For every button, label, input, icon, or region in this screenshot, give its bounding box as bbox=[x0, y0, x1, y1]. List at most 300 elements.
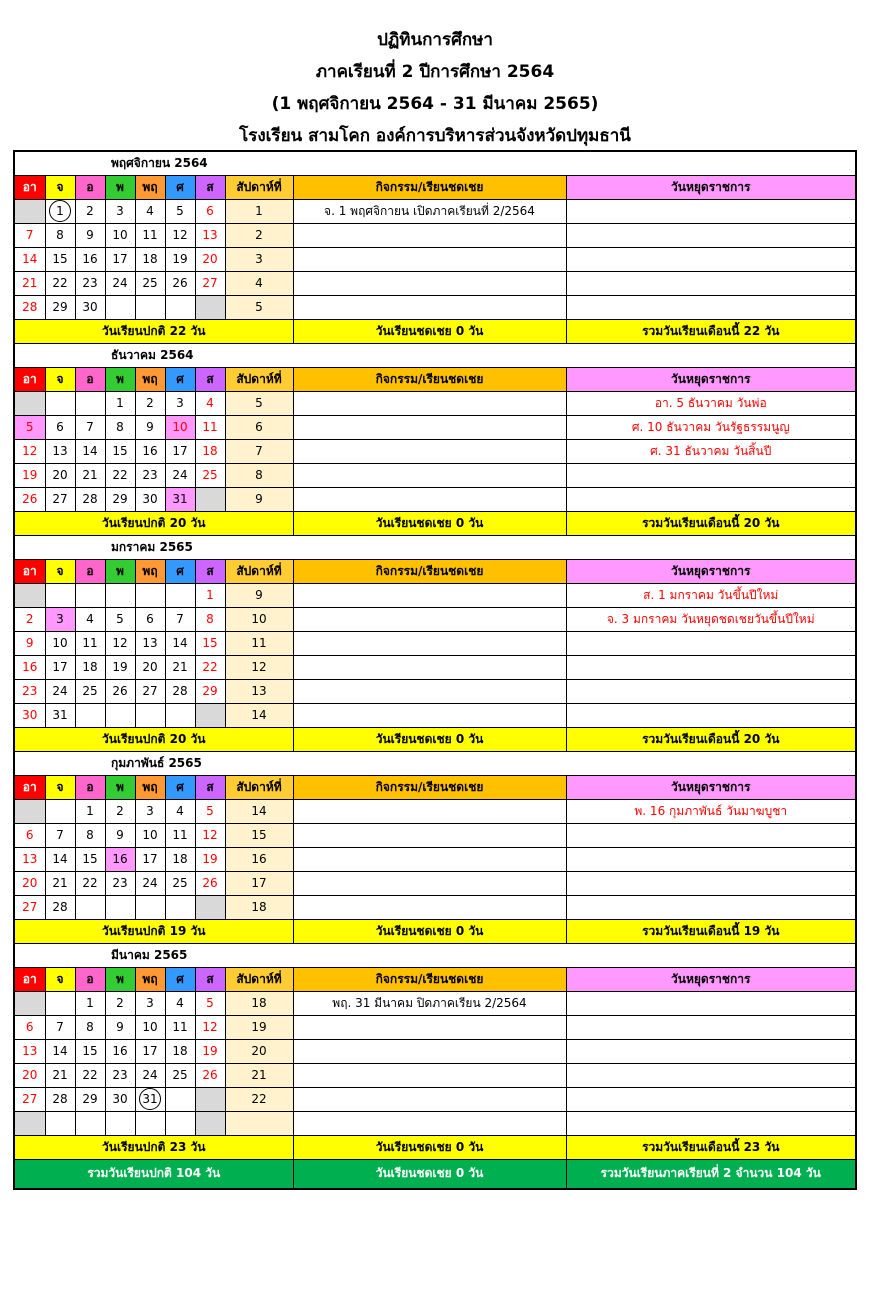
holiday-note bbox=[566, 991, 856, 1015]
day-cell: 16 bbox=[135, 439, 165, 463]
day-cell bbox=[45, 991, 75, 1015]
header-saturday: ส bbox=[195, 367, 225, 391]
header-saturday: ส bbox=[195, 967, 225, 991]
day-cell: 27 bbox=[135, 679, 165, 703]
month-row bbox=[14, 943, 856, 967]
header-tuesday: อ bbox=[75, 559, 105, 583]
header-row bbox=[14, 367, 856, 391]
school-name: โรงเรียน สามโคก องค์การบริหารส่วนจังหวัดปทุมธานี bbox=[239, 126, 631, 146]
day-cell: 3 bbox=[45, 607, 75, 631]
holiday-note bbox=[566, 1015, 856, 1039]
day-cell: 27 bbox=[14, 1087, 45, 1111]
week-number: 15 bbox=[225, 823, 293, 847]
day-cell bbox=[165, 583, 195, 607]
day-cell: 9 bbox=[14, 631, 45, 655]
day-cell: 15 bbox=[75, 847, 105, 871]
day-cell: 18 bbox=[195, 439, 225, 463]
day-cell: 10 bbox=[135, 1015, 165, 1039]
day-cell bbox=[135, 1111, 165, 1135]
day-cell bbox=[165, 1087, 195, 1111]
day-cell: 20 bbox=[45, 463, 75, 487]
week-row bbox=[14, 415, 856, 439]
header-activity: กิจกรรม/เรียนชดเชย bbox=[293, 559, 566, 583]
day-cell: 6 bbox=[14, 823, 45, 847]
day-cell bbox=[75, 583, 105, 607]
day-cell: 12 bbox=[14, 439, 45, 463]
day-cell: 4 bbox=[135, 199, 165, 223]
header-activity: กิจกรรม/เรียนชดเชย bbox=[293, 175, 566, 199]
day-cell: 2 bbox=[105, 799, 135, 823]
day-cell: 29 bbox=[75, 1087, 105, 1111]
day-cell: 2 bbox=[14, 607, 45, 631]
week-row bbox=[14, 1063, 856, 1087]
day-cell: 4 bbox=[75, 607, 105, 631]
header-week: สัปดาห์ที่ bbox=[225, 175, 293, 199]
holiday-note bbox=[566, 295, 856, 319]
day-cell: 3 bbox=[105, 199, 135, 223]
day-cell: 26 bbox=[105, 679, 135, 703]
day-cell: 16 bbox=[14, 655, 45, 679]
holiday-note: ศ. 31 ธันวาคม วันสิ้นปี bbox=[566, 439, 856, 463]
day-cell: 30 bbox=[135, 487, 165, 511]
week-number: 13 bbox=[225, 679, 293, 703]
day-cell: 19 bbox=[195, 1039, 225, 1063]
week-row bbox=[14, 871, 856, 895]
day-cell: 13 bbox=[14, 1039, 45, 1063]
day-cell: 5 bbox=[105, 607, 135, 631]
week-row bbox=[14, 895, 856, 919]
day-cell: 20 bbox=[195, 247, 225, 271]
activity-note bbox=[293, 799, 566, 823]
activity-note bbox=[293, 1087, 566, 1111]
activity-note bbox=[293, 631, 566, 655]
holiday-note bbox=[566, 271, 856, 295]
day-cell bbox=[45, 391, 75, 415]
week-row bbox=[14, 1087, 856, 1111]
header-holiday: วันหยุดราชการ bbox=[566, 775, 856, 799]
holiday-note bbox=[566, 487, 856, 511]
header-monday: จ bbox=[45, 175, 75, 199]
day-cell: 7 bbox=[14, 223, 45, 247]
day-cell: 19 bbox=[165, 247, 195, 271]
header-friday: ศ bbox=[165, 775, 195, 799]
day-cell: 8 bbox=[75, 823, 105, 847]
week-row bbox=[14, 487, 856, 511]
holiday-note bbox=[566, 823, 856, 847]
day-cell: 28 bbox=[45, 895, 75, 919]
day-cell bbox=[135, 895, 165, 919]
header-holiday: วันหยุดราชการ bbox=[566, 967, 856, 991]
header-sunday: อา bbox=[14, 367, 45, 391]
week-row bbox=[14, 247, 856, 271]
activity-note: จ. 1 พฤศจิกายน เปิดภาคเรียนที่ 2/2564 bbox=[293, 199, 566, 223]
header-saturday: ส bbox=[195, 559, 225, 583]
header-monday: จ bbox=[45, 367, 75, 391]
week-row bbox=[14, 607, 856, 631]
week-row bbox=[14, 223, 856, 247]
day-cell: 13 bbox=[45, 439, 75, 463]
week-row bbox=[14, 1015, 856, 1039]
week-number: 16 bbox=[225, 847, 293, 871]
day-cell: 13 bbox=[14, 847, 45, 871]
grand-total-row bbox=[14, 1159, 856, 1189]
activity-note bbox=[293, 415, 566, 439]
day-cell: 15 bbox=[45, 247, 75, 271]
holiday-note bbox=[566, 1039, 856, 1063]
holiday-note: ศ. 10 ธันวาคม วันรัฐธรรมนูญ bbox=[566, 415, 856, 439]
day-cell: 25 bbox=[135, 271, 165, 295]
grand-total-days: รวมวันเรียนภาคเรียนที่ 2 จำนวน 104 วัน bbox=[566, 1159, 856, 1189]
day-cell bbox=[45, 1111, 75, 1135]
month-summary-row bbox=[14, 919, 856, 943]
day-cell bbox=[105, 895, 135, 919]
day-cell: 16 bbox=[105, 847, 135, 871]
day-cell: 15 bbox=[195, 631, 225, 655]
holiday-note bbox=[566, 655, 856, 679]
day-circled: 31 bbox=[139, 1088, 161, 1110]
day-cell: 28 bbox=[75, 487, 105, 511]
day-cell: 30 bbox=[105, 1087, 135, 1111]
activity-note bbox=[293, 1039, 566, 1063]
header-holiday: วันหยุดราชการ bbox=[566, 367, 856, 391]
week-row bbox=[14, 679, 856, 703]
day-cell: 14 bbox=[45, 847, 75, 871]
month-name: มีนาคม 2565 bbox=[14, 943, 856, 967]
header-tuesday: อ bbox=[75, 967, 105, 991]
makeup-days: วันเรียนชดเชย 0 วัน bbox=[293, 919, 566, 943]
holiday-note bbox=[566, 679, 856, 703]
week-number bbox=[225, 1111, 293, 1135]
day-cell: 2 bbox=[75, 199, 105, 223]
day-cell: 22 bbox=[45, 271, 75, 295]
day-cell bbox=[75, 895, 105, 919]
day-cell: 9 bbox=[105, 1015, 135, 1039]
header-thursday: พฤ bbox=[135, 967, 165, 991]
week-row bbox=[14, 799, 856, 823]
week-number: 5 bbox=[225, 295, 293, 319]
day-cell: 7 bbox=[45, 1015, 75, 1039]
week-number: 22 bbox=[225, 1087, 293, 1111]
header-row bbox=[14, 967, 856, 991]
activity-note bbox=[293, 439, 566, 463]
month-name: พฤศจิกายน 2564 bbox=[14, 151, 856, 175]
activity-note bbox=[293, 223, 566, 247]
activity-note bbox=[293, 1111, 566, 1135]
day-cell: 4 bbox=[165, 991, 195, 1015]
day-cell: 12 bbox=[195, 823, 225, 847]
week-row bbox=[14, 655, 856, 679]
week-row bbox=[14, 295, 856, 319]
day-cell: 31 bbox=[165, 487, 195, 511]
month-name: มกราคม 2565 bbox=[14, 535, 856, 559]
day-cell: 5 bbox=[14, 415, 45, 439]
month-total-days: รวมวันเรียนเดือนนี้ 23 วัน bbox=[566, 1135, 856, 1159]
header-saturday: ส bbox=[195, 175, 225, 199]
week-number: 2 bbox=[225, 223, 293, 247]
holiday-note bbox=[566, 871, 856, 895]
day-cell: 1 bbox=[195, 583, 225, 607]
day-cell: 11 bbox=[165, 823, 195, 847]
header-wednesday: พ bbox=[105, 775, 135, 799]
day-cell: 28 bbox=[45, 1087, 75, 1111]
day-cell: 17 bbox=[165, 439, 195, 463]
day-cell bbox=[105, 1111, 135, 1135]
week-row bbox=[14, 439, 856, 463]
day-cell: 9 bbox=[75, 223, 105, 247]
day-cell: 10 bbox=[165, 415, 195, 439]
day-cell: 10 bbox=[45, 631, 75, 655]
day-cell: 19 bbox=[14, 463, 45, 487]
month-total-days: รวมวันเรียนเดือนนี้ 22 วัน bbox=[566, 319, 856, 343]
day-cell: 18 bbox=[75, 655, 105, 679]
day-cell: 27 bbox=[195, 271, 225, 295]
day-cell: 8 bbox=[105, 415, 135, 439]
header-tuesday: อ bbox=[75, 367, 105, 391]
day-cell: 11 bbox=[135, 223, 165, 247]
week-number: 12 bbox=[225, 655, 293, 679]
day-cell bbox=[165, 895, 195, 919]
day-cell bbox=[195, 1111, 225, 1135]
day-cell: 11 bbox=[195, 415, 225, 439]
header-sunday: อา bbox=[14, 967, 45, 991]
day-cell: 8 bbox=[195, 607, 225, 631]
holiday-note bbox=[566, 1087, 856, 1111]
day-cell bbox=[165, 703, 195, 727]
day-cell: 24 bbox=[135, 1063, 165, 1087]
day-cell: 19 bbox=[195, 847, 225, 871]
day-cell: 10 bbox=[135, 823, 165, 847]
day-cell: 25 bbox=[165, 871, 195, 895]
header-friday: ศ bbox=[165, 175, 195, 199]
header-week: สัปดาห์ที่ bbox=[225, 967, 293, 991]
day-cell: 21 bbox=[45, 871, 75, 895]
day-cell bbox=[135, 583, 165, 607]
month-row bbox=[14, 151, 856, 175]
header-friday: ศ bbox=[165, 967, 195, 991]
day-cell: 30 bbox=[14, 703, 45, 727]
day-cell: 17 bbox=[105, 247, 135, 271]
holiday-note bbox=[566, 463, 856, 487]
holiday-note bbox=[566, 247, 856, 271]
header-monday: จ bbox=[45, 559, 75, 583]
day-cell: 4 bbox=[165, 799, 195, 823]
activity-note bbox=[293, 1063, 566, 1087]
day-cell: 23 bbox=[105, 871, 135, 895]
day-cell: 23 bbox=[75, 271, 105, 295]
holiday-note bbox=[566, 1063, 856, 1087]
day-cell bbox=[105, 295, 135, 319]
day-cell: 20 bbox=[14, 1063, 45, 1087]
week-row bbox=[14, 583, 856, 607]
header-row bbox=[14, 175, 856, 199]
week-number: 6 bbox=[225, 415, 293, 439]
day-cell bbox=[75, 391, 105, 415]
week-row bbox=[14, 463, 856, 487]
makeup-days: วันเรียนชดเชย 0 วัน bbox=[293, 319, 566, 343]
day-cell bbox=[135, 703, 165, 727]
header-tuesday: อ bbox=[75, 775, 105, 799]
day-cell: 23 bbox=[105, 1063, 135, 1087]
holiday-note bbox=[566, 895, 856, 919]
day-cell: 22 bbox=[75, 871, 105, 895]
week-row bbox=[14, 391, 856, 415]
header-activity: กิจกรรม/เรียนชดเชย bbox=[293, 367, 566, 391]
header-sunday: อา bbox=[14, 559, 45, 583]
header-friday: ศ bbox=[165, 559, 195, 583]
month-summary-row bbox=[14, 727, 856, 751]
day-cell: 9 bbox=[105, 823, 135, 847]
makeup-days: วันเรียนชดเชย 0 วัน bbox=[293, 511, 566, 535]
day-cell bbox=[165, 295, 195, 319]
week-number: 14 bbox=[225, 799, 293, 823]
holiday-note: จ. 3 มกราคม วันหยุดชดเชยวันขึ้นปีใหม่ bbox=[566, 607, 856, 631]
day-cell bbox=[195, 295, 225, 319]
day-cell: 20 bbox=[14, 871, 45, 895]
day-cell: 14 bbox=[45, 1039, 75, 1063]
day-cell: 29 bbox=[105, 487, 135, 511]
month-summary-row bbox=[14, 1135, 856, 1159]
day-cell bbox=[195, 703, 225, 727]
day-cell bbox=[14, 1111, 45, 1135]
activity-note bbox=[293, 655, 566, 679]
day-cell bbox=[135, 1087, 165, 1111]
normal-days: วันเรียนปกติ 22 วัน bbox=[14, 319, 293, 343]
calendar-title: ปฏิทินการศึกษา bbox=[377, 30, 493, 50]
month-row bbox=[14, 751, 856, 775]
day-cell: 17 bbox=[135, 1039, 165, 1063]
day-cell: 16 bbox=[75, 247, 105, 271]
week-number: 1 bbox=[225, 199, 293, 223]
header-sunday: อา bbox=[14, 775, 45, 799]
day-cell: 13 bbox=[195, 223, 225, 247]
month-summary-row bbox=[14, 319, 856, 343]
day-cell: 29 bbox=[195, 679, 225, 703]
day-cell: 5 bbox=[195, 799, 225, 823]
activity-note bbox=[293, 463, 566, 487]
header-week: สัปดาห์ที่ bbox=[225, 367, 293, 391]
day-cell: 7 bbox=[165, 607, 195, 631]
day-cell: 26 bbox=[165, 271, 195, 295]
day-cell: 24 bbox=[135, 871, 165, 895]
week-number: 18 bbox=[225, 991, 293, 1015]
day-cell: 26 bbox=[14, 487, 45, 511]
day-cell: 7 bbox=[45, 823, 75, 847]
month-name: ธันวาคม 2564 bbox=[14, 343, 856, 367]
academic-calendar-table bbox=[13, 150, 857, 1190]
grand-normal-days: รวมวันเรียนปกติ 104 วัน bbox=[14, 1159, 293, 1189]
holiday-note bbox=[566, 223, 856, 247]
day-cell bbox=[45, 799, 75, 823]
day-cell: 22 bbox=[195, 655, 225, 679]
day-cell bbox=[14, 199, 45, 223]
day-cell: 12 bbox=[105, 631, 135, 655]
week-row bbox=[14, 199, 856, 223]
activity-note bbox=[293, 391, 566, 415]
activity-note bbox=[293, 1015, 566, 1039]
day-cell: 18 bbox=[165, 847, 195, 871]
month-name: กุมภาพันธ์ 2565 bbox=[14, 751, 856, 775]
day-cell: 29 bbox=[45, 295, 75, 319]
week-number: 9 bbox=[225, 487, 293, 511]
holiday-note: ส. 1 มกราคม วันขึ้นปีใหม่ bbox=[566, 583, 856, 607]
header-thursday: พฤ bbox=[135, 367, 165, 391]
normal-days: วันเรียนปกติ 23 วัน bbox=[14, 1135, 293, 1159]
day-cell bbox=[45, 583, 75, 607]
day-cell: 25 bbox=[165, 1063, 195, 1087]
header-wednesday: พ bbox=[105, 175, 135, 199]
day-cell bbox=[195, 1087, 225, 1111]
normal-days: วันเรียนปกติ 19 วัน bbox=[14, 919, 293, 943]
makeup-days: วันเรียนชดเชย 0 วัน bbox=[293, 727, 566, 751]
day-cell: 12 bbox=[165, 223, 195, 247]
activity-note: พฤ. 31 มีนาคม ปิดภาคเรียน 2/2564 bbox=[293, 991, 566, 1015]
makeup-days: วันเรียนชดเชย 0 วัน bbox=[293, 1135, 566, 1159]
day-cell bbox=[75, 1111, 105, 1135]
activity-note bbox=[293, 295, 566, 319]
day-cell: 13 bbox=[135, 631, 165, 655]
day-cell: 2 bbox=[135, 391, 165, 415]
day-cell: 1 bbox=[105, 391, 135, 415]
week-number: 17 bbox=[225, 871, 293, 895]
day-cell: 30 bbox=[75, 295, 105, 319]
week-number: 14 bbox=[225, 703, 293, 727]
header-activity: กิจกรรม/เรียนชดเชย bbox=[293, 775, 566, 799]
day-cell: 15 bbox=[105, 439, 135, 463]
day-cell: 2 bbox=[105, 991, 135, 1015]
week-number: 4 bbox=[225, 271, 293, 295]
week-number: 5 bbox=[225, 391, 293, 415]
day-cell bbox=[195, 895, 225, 919]
month-total-days: รวมวันเรียนเดือนนี้ 20 วัน bbox=[566, 511, 856, 535]
day-cell bbox=[45, 199, 75, 223]
header-sunday: อา bbox=[14, 175, 45, 199]
week-number: 11 bbox=[225, 631, 293, 655]
day-cell: 4 bbox=[195, 391, 225, 415]
day-cell: 3 bbox=[165, 391, 195, 415]
day-cell: 23 bbox=[14, 679, 45, 703]
week-row bbox=[14, 823, 856, 847]
holiday-note bbox=[566, 847, 856, 871]
day-cell: 26 bbox=[195, 1063, 225, 1087]
day-cell: 5 bbox=[195, 991, 225, 1015]
day-cell: 31 bbox=[45, 703, 75, 727]
month-total-days: รวมวันเรียนเดือนนี้ 20 วัน bbox=[566, 727, 856, 751]
week-number: 21 bbox=[225, 1063, 293, 1087]
header-monday: จ bbox=[45, 775, 75, 799]
grand-makeup-days: วันเรียนชดเชย 0 วัน bbox=[293, 1159, 566, 1189]
month-row bbox=[14, 343, 856, 367]
header-saturday: ส bbox=[195, 775, 225, 799]
day-cell: 25 bbox=[75, 679, 105, 703]
week-row bbox=[14, 1039, 856, 1063]
holiday-note bbox=[566, 703, 856, 727]
day-cell: 6 bbox=[14, 1015, 45, 1039]
day-cell bbox=[195, 487, 225, 511]
day-cell: 19 bbox=[105, 655, 135, 679]
header-row bbox=[14, 775, 856, 799]
header-monday: จ bbox=[45, 967, 75, 991]
week-row bbox=[14, 703, 856, 727]
header-thursday: พฤ bbox=[135, 775, 165, 799]
day-cell bbox=[105, 703, 135, 727]
day-cell: 5 bbox=[165, 199, 195, 223]
day-circled: 1 bbox=[49, 200, 71, 222]
holiday-note: อา. 5 ธันวาคม วันพ่อ bbox=[566, 391, 856, 415]
day-cell: 18 bbox=[165, 1039, 195, 1063]
day-cell: 26 bbox=[195, 871, 225, 895]
holiday-note bbox=[566, 631, 856, 655]
semester-title: ภาคเรียนที่ 2 ปีการศึกษา 2564 bbox=[315, 62, 555, 82]
